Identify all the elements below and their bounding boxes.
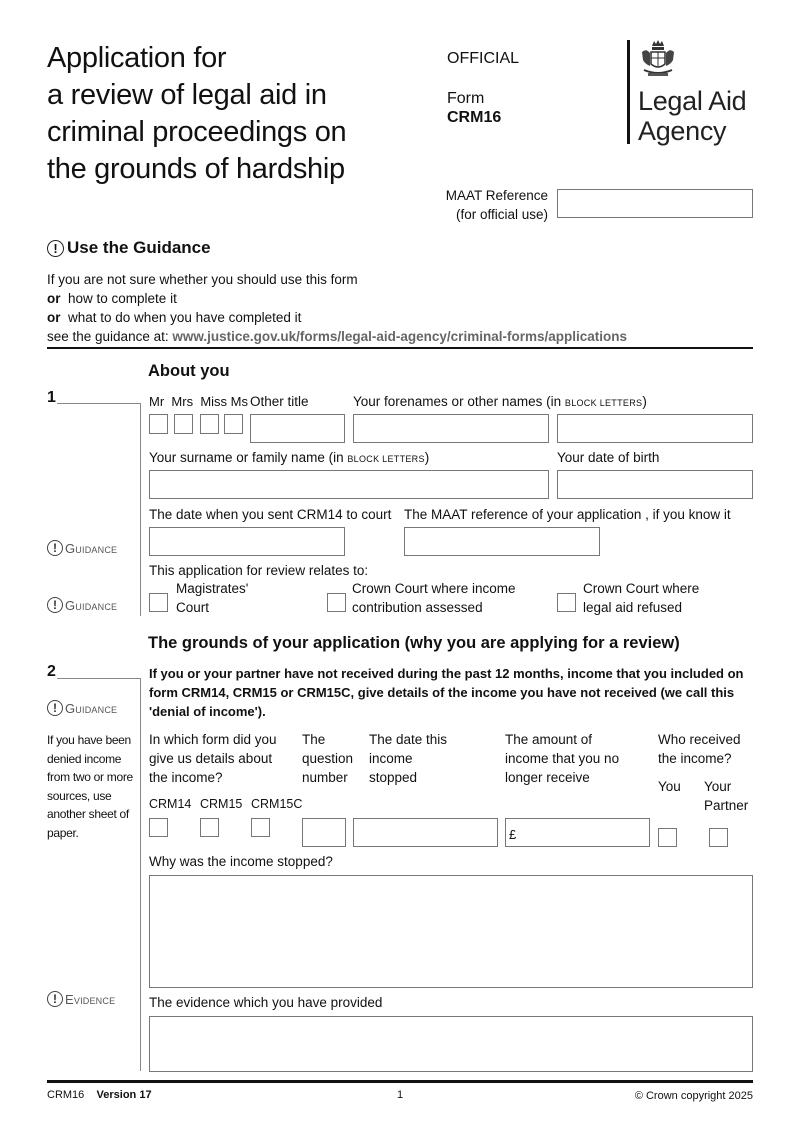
section-1-number: 1 [47, 389, 56, 406]
logo-line: Legal Aid [638, 86, 747, 116]
forenames-input-2[interactable] [557, 414, 753, 443]
classification-label: OFFICIAL [447, 50, 520, 67]
col-date-header: The date this income stopped [369, 732, 448, 785]
form-label: Form [447, 90, 485, 107]
surname-label-text: Your surname or family name (in [149, 450, 344, 465]
guidance-line: see the guidance at: [47, 329, 169, 344]
section-bracket [140, 403, 141, 616]
guidance-link[interactable] [47, 540, 117, 556]
exclamation-icon: ! [47, 240, 64, 257]
why-stopped-textarea[interactable] [149, 875, 753, 988]
evidence-label: The evidence which you have provided [149, 995, 383, 1010]
maat-app-input[interactable] [404, 527, 600, 556]
page-number: 1 [397, 1089, 404, 1101]
option-line: Magistrates' [176, 581, 249, 596]
section-2-number: 2 [47, 663, 56, 680]
other-title-label: Other title [250, 394, 309, 409]
footer-form-info [47, 1089, 152, 1101]
currency-symbol: £ [509, 827, 517, 842]
relates-label: This application for review relates to: [149, 563, 369, 578]
crm15c-label: CRM15C [251, 797, 303, 811]
title-miss-checkbox[interactable] [200, 414, 219, 434]
amount-input[interactable] [505, 818, 650, 847]
forenames-label [353, 392, 647, 413]
crm15-label: CRM15 [200, 797, 243, 811]
logo-line: Agency [638, 116, 727, 146]
maat-label-line: MAAT Reference [445, 188, 548, 203]
col-form-header: In which form did you give us details about the income? [149, 732, 277, 785]
option-line: contribution assessed [352, 600, 483, 615]
block-letters-note: BLOCK LETTERS [564, 398, 643, 408]
guidance-heading-text: Use the Guidance [67, 238, 211, 257]
col-question-header: The question number [302, 732, 354, 785]
guidance-link[interactable] [47, 700, 117, 716]
other-title-input[interactable] [250, 414, 345, 443]
footer-divider [47, 1080, 753, 1083]
paren: ) [642, 394, 647, 409]
who-you-checkbox[interactable] [658, 828, 677, 847]
evidence-label: Evidence [65, 991, 116, 1007]
forenames-input-1[interactable] [353, 414, 549, 443]
title-ms-label: Ms [230, 394, 248, 409]
guidance-heading [47, 238, 211, 258]
section-bracket [57, 678, 141, 679]
crown-court-income-checkbox[interactable] [327, 593, 346, 612]
who-partner-label: Your Partner [704, 779, 749, 813]
guidance-label: Guidance [65, 700, 118, 716]
section-bracket [57, 403, 141, 404]
maat-label-line: (for official use) [455, 207, 548, 222]
option-line: legal aid refused [583, 600, 683, 615]
title-line: the grounds of hardship [47, 153, 345, 185]
who-partner-checkbox[interactable] [709, 828, 728, 847]
evidence-textarea[interactable] [149, 1016, 753, 1072]
crown-court-refused-checkbox[interactable] [557, 593, 576, 612]
title-line: criminal proceedings on [47, 116, 347, 148]
dob-input[interactable] [557, 470, 753, 499]
title-mr-label: Mr [149, 394, 165, 409]
guidance-label: Guidance [65, 597, 118, 613]
maat-app-label: The MAAT reference of your application , if you know it [404, 507, 731, 522]
who-you-label: You [658, 779, 681, 794]
title-labels [149, 392, 248, 411]
agency-logo-text [638, 86, 746, 146]
footer-form-code: CRM16 [47, 1089, 85, 1101]
crm15c-checkbox[interactable] [251, 818, 270, 837]
why-stopped-label: Why was the income stopped? [149, 854, 333, 869]
magistrates-court-checkbox[interactable] [149, 593, 168, 612]
title-line: Application for [47, 42, 227, 74]
section-1-title: About you [148, 362, 230, 380]
form-code: CRM16 [447, 109, 502, 126]
maat-reference-input[interactable] [557, 189, 753, 218]
or-label: or [47, 310, 61, 325]
guidance-label: Guidance [65, 540, 118, 556]
crm14-date-input[interactable] [149, 527, 345, 556]
crown-court-income-label [352, 579, 516, 617]
title-miss-label: Miss [200, 394, 228, 409]
or-label: or [47, 291, 61, 306]
section-2-title: The grounds of your application (why you are applying for a review) [148, 634, 680, 652]
block-letters-note: BLOCK LETTERS [347, 454, 425, 464]
col-who-header: Who received the income? [658, 732, 741, 766]
dob-label: Your date of birth [557, 450, 660, 465]
date-stopped-input[interactable] [353, 818, 498, 847]
option-line: Court [176, 600, 210, 615]
forenames-label-text: Your forenames or other names (in [353, 394, 562, 409]
guidance-link[interactable]: www.justice.gov.uk/forms/legal-aid-agency/criminal-forms/applications [172, 329, 627, 344]
crm14-label: CRM14 [149, 797, 192, 811]
crm14-checkbox[interactable] [149, 818, 168, 837]
maat-reference-label [430, 186, 548, 224]
crm15-checkbox[interactable] [200, 818, 219, 837]
magistrates-court-label [176, 579, 248, 617]
form-title [47, 40, 346, 188]
title-mr-checkbox[interactable] [149, 414, 168, 434]
surname-label [149, 448, 429, 469]
title-ms-checkbox[interactable] [224, 414, 243, 434]
footer-version: Version 17 [96, 1089, 152, 1101]
royal-crest-icon [638, 38, 678, 82]
guidance-link[interactable] [47, 597, 117, 613]
title-mrs-checkbox[interactable] [174, 414, 193, 434]
logo-divider [627, 40, 630, 144]
copyright: © Crown copyright 2025 [634, 1090, 753, 1102]
exclamation-icon: ! [47, 540, 63, 556]
section-2-intro: If you or your partner have not received during the past 12 months, income that you included on form CRM14, CRM15 or CRM15C, give details of the income you have not received (we call this 'denial of income'). [149, 666, 744, 719]
title-mrs-label: Mrs [171, 394, 194, 409]
exclamation-icon: ! [47, 597, 63, 613]
guidance-line: how to complete it [68, 291, 177, 306]
option-line: Crown Court where income [352, 581, 516, 596]
exclamation-icon: ! [47, 991, 63, 1007]
exclamation-icon: ! [47, 700, 63, 716]
evidence-guidance-link[interactable] [47, 991, 115, 1007]
multiple-sources-note: If you have been denied income from two or more sources, use another sheet of paper. [47, 733, 133, 840]
divider [47, 347, 753, 349]
section-bracket [140, 678, 141, 1071]
surname-input[interactable] [149, 470, 549, 499]
col-amount-header: The amount of income that you no longer receive [505, 732, 620, 785]
title-line: a review of legal aid in [47, 79, 327, 111]
paren: ) [424, 450, 430, 465]
crm14-date-label: The date when you sent CRM14 to court [149, 507, 392, 522]
guidance-line: If you are not sure whether you should use this form [47, 272, 358, 287]
option-line: Crown Court where [583, 581, 700, 596]
guidance-line: what to do when you have completed it [68, 310, 302, 325]
crown-court-refused-label [583, 579, 699, 617]
guidance-text [47, 270, 627, 346]
question-number-input[interactable] [302, 818, 346, 847]
